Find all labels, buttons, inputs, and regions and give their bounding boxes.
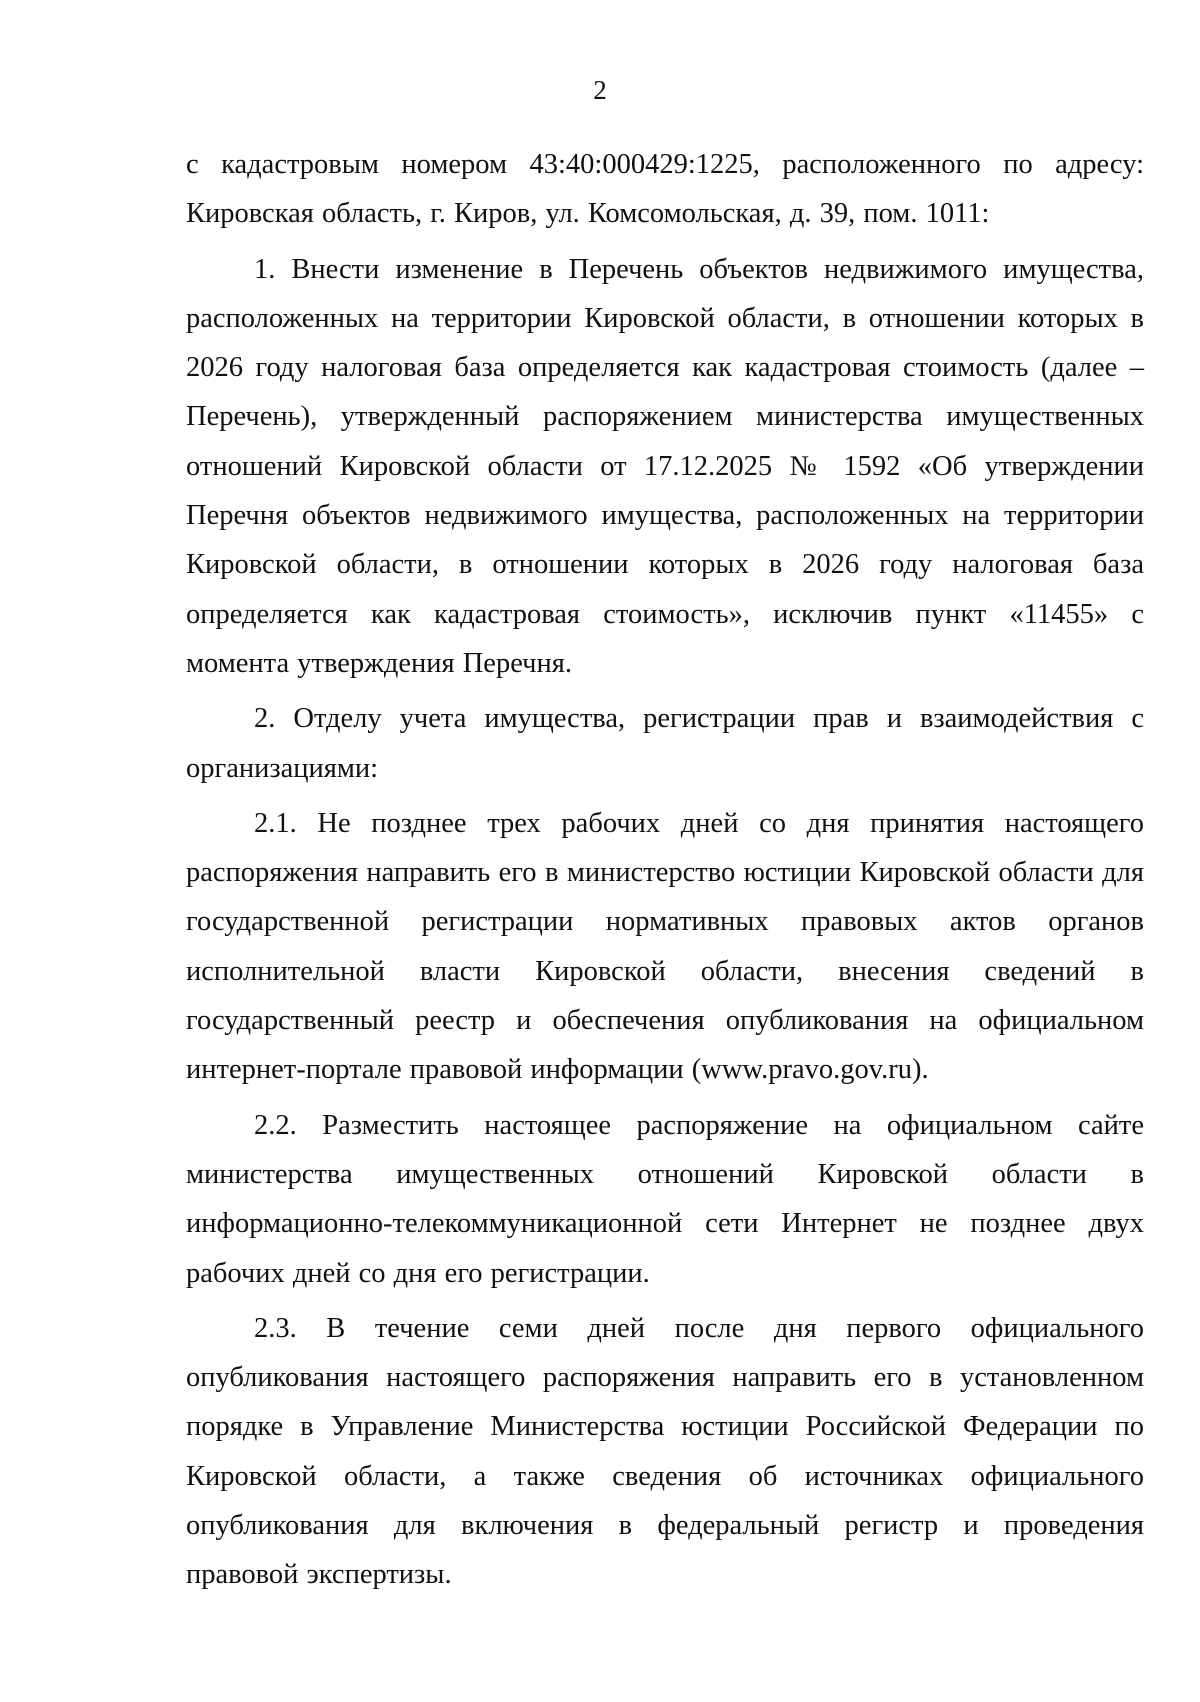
paragraph-item-2: 2. Отделу учета имущества, регистрации прав и взаимодействия с организациями: [186,703,1144,784]
page-number: 2 [593,75,607,105]
paragraph-item-1: 1. Внести изменение в Перечень объектов недвижимого имущества, расположенных на территории Кировской области, в отношении которых в 2026 году налоговая база определяется как кадастровая стоимость (далее – Перечень), утвержденный распоряжением министерства имущественных отношений Кировской области от 17.12.2025 № 1592 «Об утверждении Перечня объектов недвижимого имущества, расположенных на территории Кировской области, в отношении которых в 2026 году налоговая база определяется как кадастровая стоимость», исключив пункт «11455» с момента утверждения Перечня. [186,253,1144,679]
paragraph-intro: с кадастровым номером 43:40:000429:1225, расположенного по адресу: Кировская область, г. Киров, ул. Комсомольская, д. 39, пом. 1011: [186,149,1144,230]
paragraph-item-2-2: 2.2. Разместить настоящее распоряжение на официальном сайте министерства имущественных отношений Кировской области в информационно-телекоммуникационной сети Интернет не позднее двух рабочих дней со дня его регистрации. [186,1109,1144,1289]
paragraph-item-2-3: 2.3. В течение семи дней после дня первого официального опубликования настоящего распоряжения направить его в установленном порядке в Управление Министерства юстиции Российской Федерации по Кировской области, а также сведения об источниках официального опубликования для включения в федеральный регистр и проведения правовой экспертизы. [186,1312,1144,1591]
document-body [186,140,1144,1600]
paragraph-item-2-1: 2.1. Не позднее трех рабочих дней со дня принятия настоящего распоряжения направить его в министерство юстиции Кировской области для государственной регистрации нормативных правовых актов органов исполнительной власти Кировской области, внесения сведений в государственный реестр и обеспечения опубликования на официальном интернет-портале правовой информации (www.pravo.gov.ru). [186,807,1144,1086]
